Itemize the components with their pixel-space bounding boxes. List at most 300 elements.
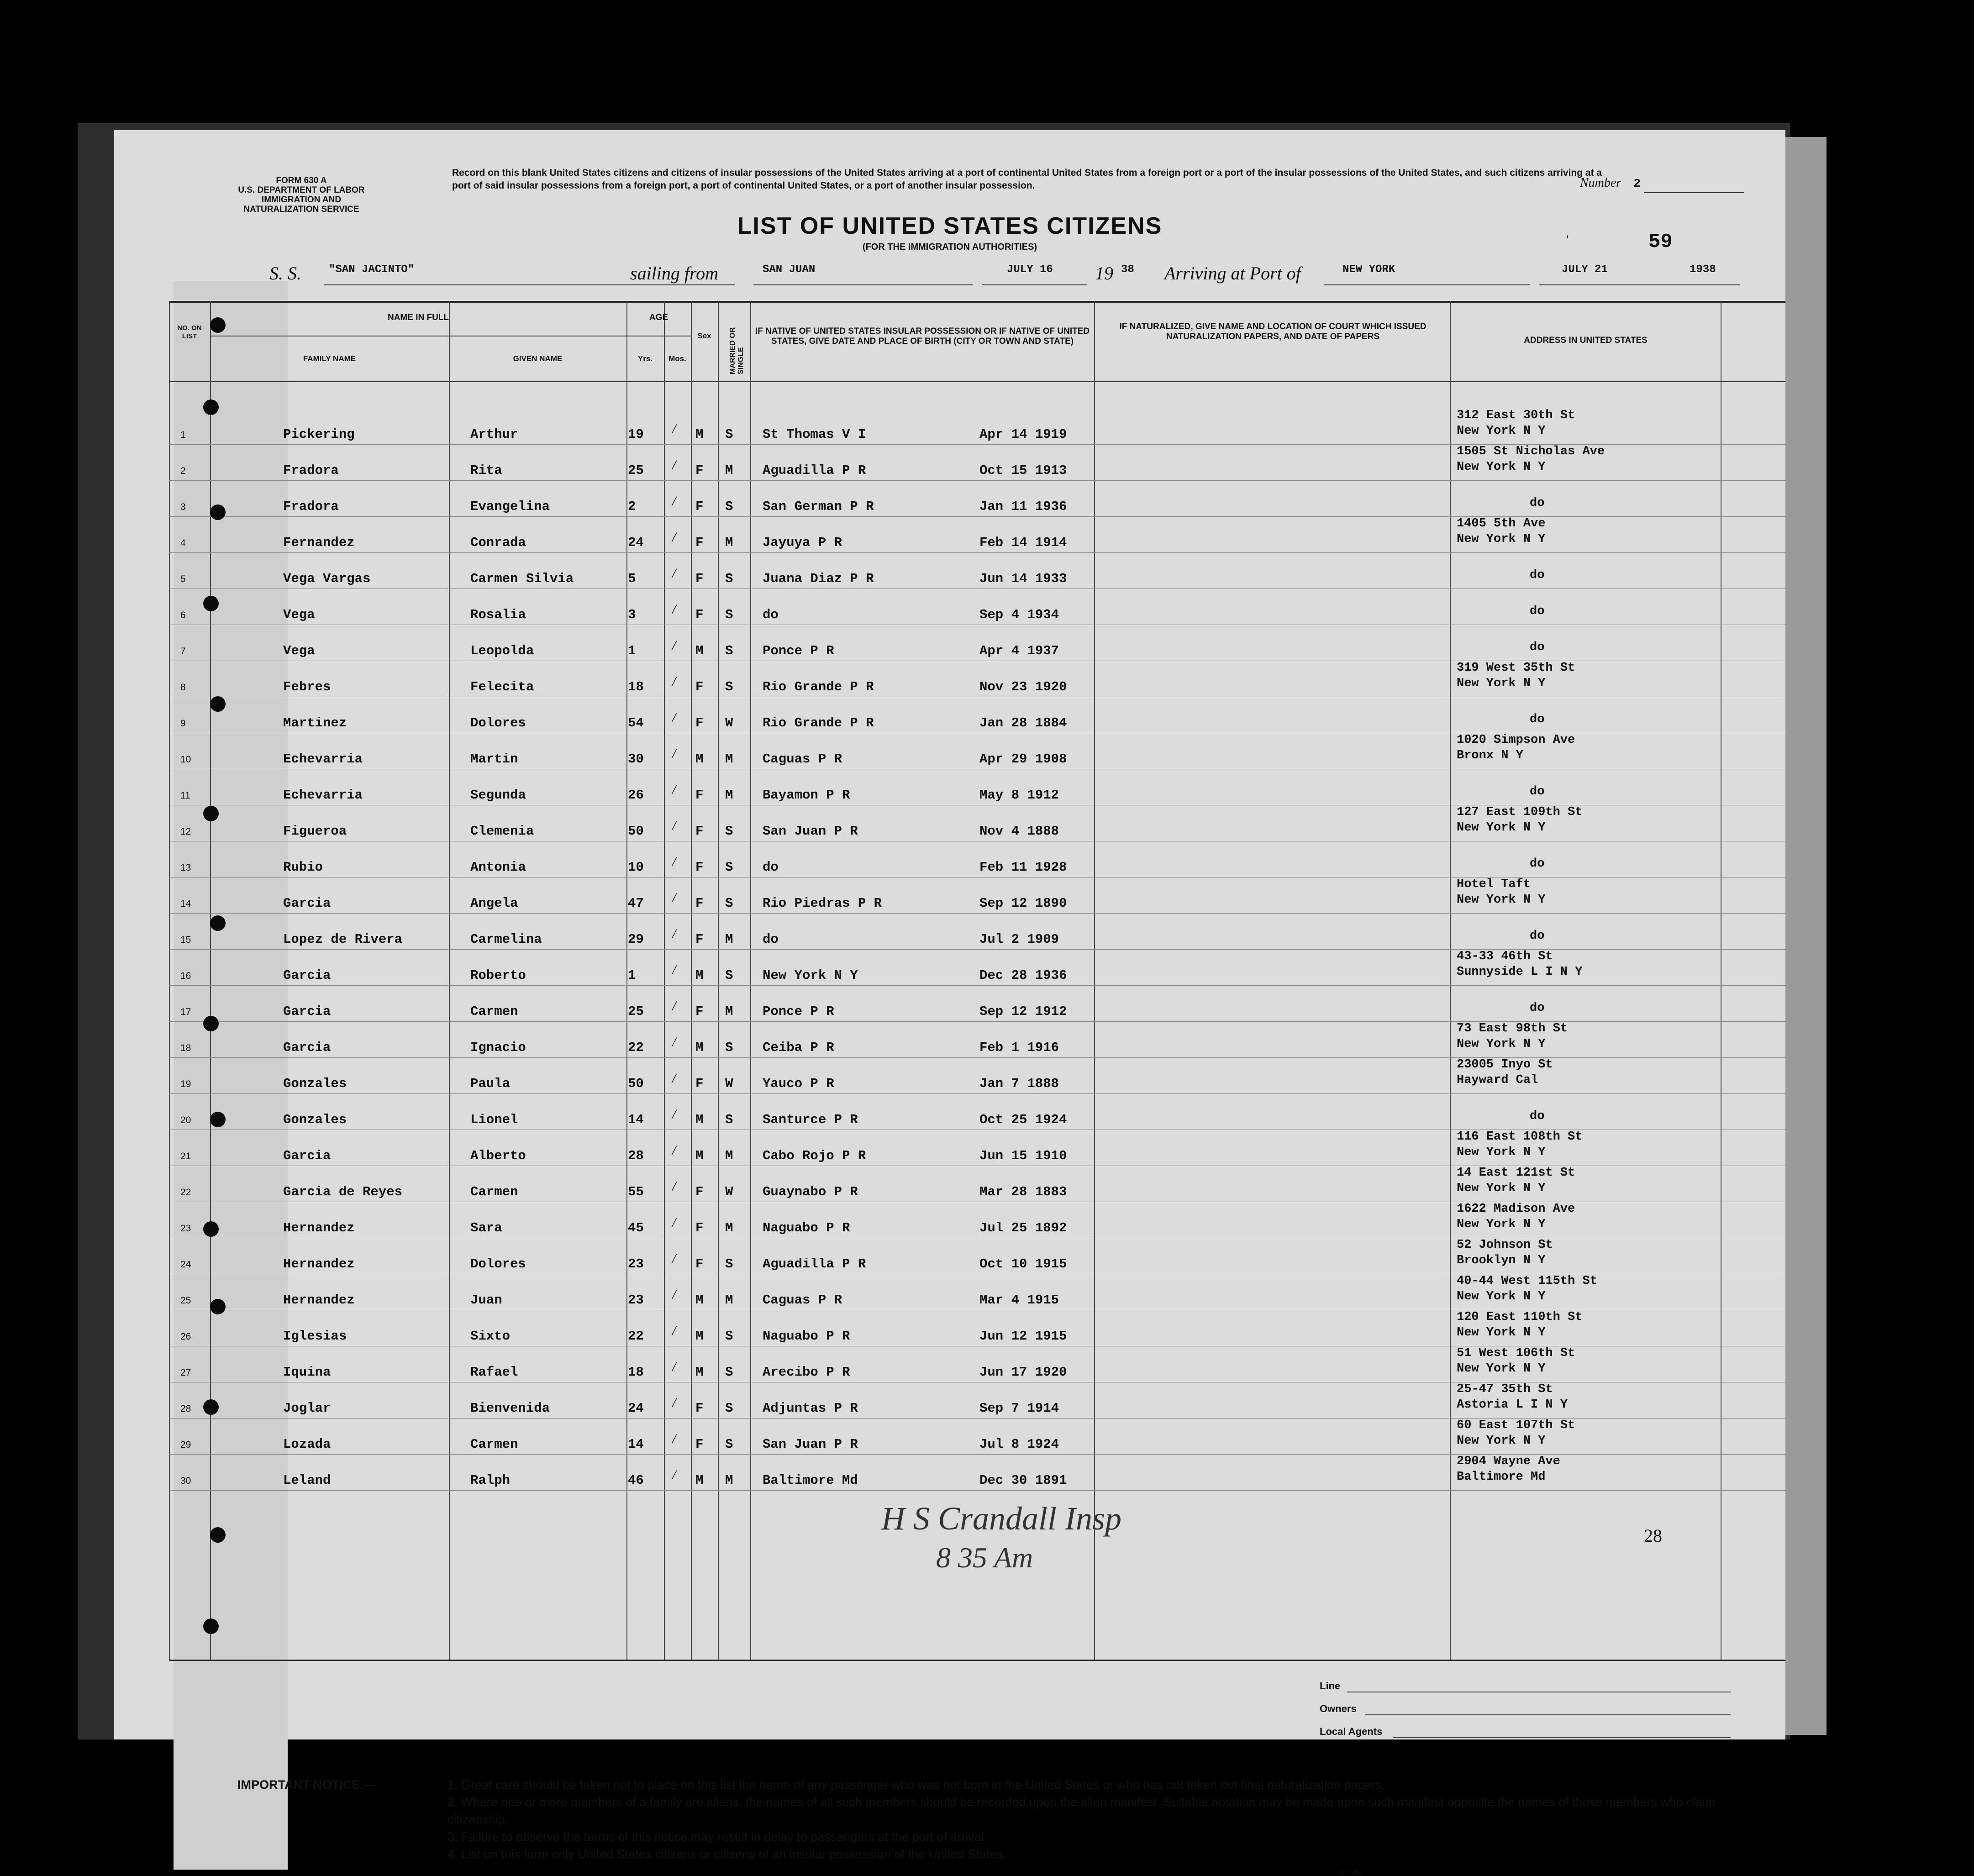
marital-status: M [725, 932, 733, 947]
given-name: Bienvenida [470, 1401, 550, 1416]
age-years: 18 [628, 679, 644, 694]
address-line-1: 319 West 35th St [1457, 661, 1575, 675]
sex: M [695, 1473, 704, 1488]
address-line-2: do [1530, 1109, 1545, 1123]
given-name: Juan [470, 1293, 502, 1308]
arrival-year: 1938 [1690, 263, 1716, 276]
sex: F [695, 896, 704, 911]
marital-status: M [725, 463, 733, 478]
row-number: 17 [180, 1007, 191, 1017]
family-name: Iquina [283, 1365, 331, 1380]
sex: M [695, 1040, 704, 1055]
row-number: 27 [180, 1367, 191, 1378]
birth-place: Aguadilla P R [763, 463, 866, 478]
ship-name: "SAN JACINTO" [329, 263, 415, 276]
age-years: 23 [628, 1256, 644, 1272]
address-line-1: 52 Johnson St [1457, 1238, 1553, 1252]
row-rule [169, 1490, 1785, 1491]
given-name: Lionel [470, 1112, 518, 1127]
sex: F [695, 932, 704, 947]
check-mark: / [672, 782, 676, 797]
binder-hole [210, 1112, 226, 1127]
ss-label: S. S. [269, 263, 301, 284]
address-line-1: 2904 Wayne Ave [1457, 1455, 1560, 1468]
birth-date: Dec 30 1891 [979, 1473, 1067, 1488]
family-name: Garcia [283, 1148, 331, 1163]
sex: M [695, 1365, 704, 1380]
binder-hole [210, 1527, 226, 1543]
birth-place: Ceiba P R [763, 1040, 834, 1055]
notice-item-4: 4. List on this form only United States citizens or citizens of an insular possession of the United States. [447, 1847, 1006, 1861]
marital-status: S [725, 1437, 733, 1452]
row-number: 19 [180, 1079, 191, 1089]
sex: F [695, 860, 704, 875]
header-given-name: GIVEN NAME [513, 354, 563, 363]
row-number: 1 [180, 430, 186, 440]
check-mark: / [672, 674, 676, 689]
sex: M [695, 643, 704, 658]
row-number: 21 [180, 1151, 191, 1161]
address-line-2: do [1530, 713, 1545, 726]
check-mark: / [672, 1359, 676, 1374]
header-yrs: Yrs. [637, 354, 653, 363]
page-subtitle: (FOR THE IMMIGRATION AUTHORITIES) [862, 242, 1037, 252]
birth-place: Adjuntas P R [763, 1401, 858, 1416]
manifest-page [114, 130, 1785, 1876]
address-line-2: do [1530, 568, 1545, 582]
binder-hole [203, 1619, 219, 1634]
marital-status: S [725, 1401, 733, 1416]
family-name: Gonzales [283, 1076, 347, 1091]
row-number: 3 [180, 502, 186, 512]
check-mark: / [672, 1179, 676, 1194]
passenger-count: 28 [1644, 1525, 1662, 1546]
service-line-2: NATURALIZATION SERVICE [243, 205, 359, 214]
form-identifier [215, 176, 388, 214]
birth-date: Nov 23 1920 [979, 679, 1067, 694]
family-name: Febres [283, 679, 331, 694]
binder-hole [203, 1221, 219, 1237]
age-years: 46 [628, 1473, 644, 1488]
birth-place: Arecibo P R [763, 1365, 850, 1380]
stray-mark: ' [1566, 233, 1569, 248]
address-line-2: do [1530, 604, 1545, 618]
check-mark: / [672, 926, 676, 941]
binding-margin [174, 281, 288, 1870]
sex: M [695, 427, 704, 442]
birth-date: Jul 8 1924 [979, 1437, 1059, 1452]
sex: F [695, 788, 704, 803]
address-line-2: do [1530, 929, 1545, 943]
address-line-1: 120 East 110th St [1457, 1310, 1583, 1324]
sex: F [695, 1437, 704, 1452]
birth-date: Dec 28 1936 [979, 968, 1067, 983]
age-years: 24 [628, 535, 644, 550]
row-rule [169, 913, 1785, 914]
birth-date: Oct 15 1913 [979, 463, 1067, 478]
address-line-2: New York N Y [1457, 1326, 1546, 1340]
address-line-2: do [1530, 1001, 1545, 1015]
given-name: Sixto [470, 1329, 511, 1344]
age-years: 10 [628, 860, 644, 875]
family-name: Vega Vargas [283, 571, 371, 586]
sex: F [695, 499, 704, 514]
marital-status: S [725, 499, 733, 514]
age-years: 29 [628, 932, 644, 947]
age-years: 14 [628, 1112, 644, 1127]
address-line-1: 25-47 35th St [1457, 1382, 1553, 1396]
row-rule [169, 552, 1785, 553]
address-line-1: 14 East 121st St [1457, 1166, 1575, 1180]
age-years: 22 [628, 1329, 644, 1344]
birth-date: Feb 14 1914 [979, 535, 1067, 550]
check-mark: / [672, 854, 676, 869]
family-name: Figueroa [283, 824, 347, 839]
row-number: 28 [180, 1403, 191, 1414]
marital-status: S [725, 571, 733, 586]
address-line-1: 127 East 109th St [1457, 805, 1583, 819]
given-name: Carmen Silvia [470, 571, 574, 586]
sex: M [695, 751, 704, 767]
birth-date: Jul 25 1892 [979, 1220, 1067, 1235]
header-married-single: MARRIED OR SINGLE [729, 327, 745, 374]
given-name: Ralph [470, 1473, 511, 1488]
birth-date: Sep 4 1934 [979, 607, 1059, 622]
check-mark: / [672, 1323, 676, 1338]
address-line-2: do [1530, 496, 1545, 510]
given-name: Segunda [470, 788, 526, 803]
row-rule [169, 480, 1785, 481]
birth-place: San Juan P R [763, 824, 858, 839]
birth-place: Ponce P R [763, 1004, 834, 1019]
check-mark: / [672, 421, 676, 436]
address-line-1: 116 East 108th St [1457, 1130, 1583, 1144]
given-name: Rita [470, 463, 502, 478]
age-years: 14 [628, 1437, 644, 1452]
list-number [1580, 176, 1808, 190]
row-number: 15 [180, 935, 191, 945]
family-name: Vega [283, 643, 315, 658]
row-number: 16 [180, 971, 191, 981]
department: U.S. DEPARTMENT OF LABOR [238, 185, 365, 195]
address-line-1: 1622 Madison Ave [1457, 1202, 1575, 1216]
birth-date: Sep 7 1914 [979, 1401, 1059, 1416]
header-age: AGE [649, 313, 669, 322]
age-years: 26 [628, 788, 644, 803]
given-name: Ignacio [470, 1040, 526, 1055]
row-number: 9 [180, 718, 186, 729]
binder-hole [203, 399, 219, 415]
row-number: 30 [180, 1476, 191, 1486]
sex: M [695, 1112, 704, 1127]
birth-place: Ponce P R [763, 643, 834, 658]
birth-place: Guaynabo P R [763, 1184, 858, 1199]
check-mark: / [672, 746, 676, 761]
family-name: Hernandez [283, 1256, 355, 1272]
address-line-2: do [1530, 785, 1545, 799]
row-number: 7 [180, 646, 186, 657]
marital-status: S [725, 607, 733, 622]
address-line-2: New York N Y [1457, 1182, 1546, 1195]
notice-item-3: 3. Failure to observe the terms of this notice may result in delay to passengers at the port of arrival. [447, 1830, 988, 1844]
family-name: Fradora [283, 499, 339, 514]
header-family-name: FAMILY NAME [303, 354, 356, 363]
marital-status: S [725, 427, 733, 442]
age-years: 22 [628, 1040, 644, 1055]
family-name: Garcia de Reyes [283, 1184, 403, 1199]
marital-status: S [725, 1365, 733, 1380]
birth-date: Nov 4 1888 [979, 824, 1059, 839]
given-name: Dolores [470, 1256, 526, 1272]
given-name: Alberto [470, 1148, 526, 1163]
given-name: Conrada [470, 535, 526, 550]
family-name: Gonzales [283, 1112, 347, 1127]
age-years: 19 [628, 427, 644, 442]
address-line-2: New York N Y [1457, 1434, 1546, 1448]
depart-year: 38 [1121, 263, 1134, 276]
family-name: Lopez de Rivera [283, 932, 403, 947]
important-notice [237, 1776, 1744, 1863]
marital-status: M [725, 1004, 733, 1019]
arriving-label: Arriving at Port of [1164, 263, 1301, 284]
sheet-number: 59 [1648, 231, 1673, 253]
birth-date: Apr 4 1937 [979, 643, 1059, 658]
sex: F [695, 1076, 704, 1091]
notice-item-2: 2. Where one or more members of a family are aliens, the names of all such members should be recorded upon the alien manifest. Suitable notation may be made upon such manifest opposite the names of those members who claim citizenship. [447, 1795, 1716, 1826]
marital-status: S [725, 824, 733, 839]
binder-hole [210, 696, 226, 712]
sex: F [695, 1401, 704, 1416]
family-name: Martinez [283, 715, 347, 730]
birth-place: St Thomas V I [763, 427, 866, 442]
check-mark: / [672, 710, 676, 725]
sex: M [695, 1293, 704, 1308]
inspector-signature: H S Crandall Insp [881, 1500, 1122, 1537]
check-mark: / [672, 1395, 676, 1410]
sex: F [695, 463, 704, 478]
inspection-time: 8 35 Am [936, 1541, 1033, 1574]
check-mark: / [672, 530, 676, 545]
check-mark: / [672, 1251, 676, 1266]
birth-date: Mar 28 1883 [979, 1184, 1067, 1199]
address-line-1: 1505 St Nicholas Ave [1457, 445, 1605, 458]
given-name: Paula [470, 1076, 511, 1091]
birth-place: Santurce P R [763, 1112, 858, 1127]
birth-date: Sep 12 1912 [979, 1004, 1067, 1019]
address-line-2: Astoria L I N Y [1457, 1398, 1568, 1412]
address-line-2: New York N Y [1457, 893, 1546, 907]
address-line-2: Hayward Cal [1457, 1073, 1538, 1087]
sex: F [695, 1184, 704, 1199]
birth-date: Jan 11 1936 [979, 499, 1067, 514]
family-name: Vega [283, 607, 315, 622]
header-address: ADDRESS IN UNITED STATES [1524, 336, 1648, 345]
check-mark: / [672, 890, 676, 905]
birth-date: Sep 12 1890 [979, 896, 1067, 911]
birth-place: Yauco P R [763, 1076, 834, 1091]
row-number: 8 [180, 682, 186, 693]
address-line-1: 40-44 West 115th St [1457, 1274, 1597, 1288]
given-name: Leopolda [470, 643, 534, 658]
row-number: 11 [180, 790, 190, 801]
age-years: 3 [628, 607, 636, 622]
age-years: 50 [628, 824, 644, 839]
age-years: 45 [628, 1220, 644, 1235]
family-name: Joglar [283, 1401, 331, 1416]
address-line-1: 51 West 106th St [1457, 1346, 1575, 1360]
birth-date: Jun 15 1910 [979, 1148, 1067, 1163]
birth-place: Cabo Rojo P R [763, 1148, 866, 1163]
row-number: 26 [180, 1331, 191, 1342]
binder-hole [203, 1016, 219, 1031]
row-number: 23 [180, 1223, 191, 1234]
sex: F [695, 535, 704, 550]
marital-status: M [725, 535, 733, 550]
birth-date: Apr 29 1908 [979, 751, 1067, 767]
family-name: Iglesias [283, 1329, 347, 1344]
marital-status: S [725, 860, 733, 875]
print-code: 14—954 [1338, 1869, 1362, 1876]
row-number: 2 [180, 466, 186, 476]
row-number: 29 [180, 1440, 191, 1450]
birth-place: Caguas P R [763, 1293, 842, 1308]
check-mark: / [672, 962, 676, 977]
birth-place: Baltimore Md [763, 1473, 858, 1488]
row-rule [169, 985, 1785, 986]
address-line-2: do [1530, 857, 1545, 871]
marital-status: S [725, 1040, 733, 1055]
check-mark: / [672, 1287, 676, 1302]
address-line-1: 60 East 107th St [1457, 1419, 1575, 1432]
binder-hole [210, 1299, 226, 1314]
row-number: 13 [180, 862, 191, 873]
birth-place: Rio Grande P R [763, 679, 874, 694]
birth-place: San Juan P R [763, 1437, 858, 1452]
check-mark: / [672, 457, 676, 473]
marital-status: M [725, 1220, 733, 1235]
address-line-2: Brooklyn N Y [1457, 1254, 1546, 1267]
row-number: 18 [180, 1043, 191, 1053]
sex: F [695, 1220, 704, 1235]
birth-date: Jul 2 1909 [979, 932, 1059, 947]
check-mark: / [672, 818, 676, 833]
address-line-2: New York N Y [1457, 1037, 1546, 1051]
birth-date: Apr 14 1919 [979, 427, 1067, 442]
header-sex: Sex [697, 331, 711, 340]
header-birth: IF NATIVE OF UNITED STATES INSULAR POSSESSION OR IF NATIVE OF UNITED STATES, GIVE DATE AND PLACE OF BIRTH (CITY OR TOWN AND STATE) [755, 326, 1090, 346]
address-line-2: Sunnyside L I N Y [1457, 965, 1583, 979]
line-label: Line [1320, 1680, 1341, 1692]
number-value: 2 [1633, 177, 1641, 190]
birth-date: Jun 17 1920 [979, 1365, 1067, 1380]
age-years: 23 [628, 1293, 644, 1308]
given-name: Carmen [470, 1437, 518, 1452]
row-number: 4 [180, 538, 186, 548]
birth-place: Caguas P R [763, 751, 842, 767]
marital-status: W [725, 715, 733, 730]
given-name: Carmen [470, 1184, 518, 1199]
row-number: 20 [180, 1115, 191, 1125]
marital-status: W [725, 1076, 733, 1091]
family-name: Pickering [283, 427, 355, 442]
birth-date: Oct 10 1915 [979, 1256, 1067, 1272]
sex: F [695, 571, 704, 586]
age-years: 55 [628, 1184, 644, 1199]
row-number: 25 [180, 1295, 191, 1306]
given-name: Martin [470, 751, 518, 767]
page-title: LIST OF UNITED STATES CITIZENS [737, 213, 1163, 239]
birth-date: Mar 4 1915 [979, 1293, 1059, 1308]
check-mark: / [672, 638, 676, 653]
marital-status: S [725, 679, 733, 694]
address-line-1: 73 East 98th St [1457, 1022, 1568, 1035]
family-name: Hernandez [283, 1293, 355, 1308]
sex: F [695, 715, 704, 730]
sailing-label: sailing from [630, 263, 718, 284]
arrival-date: JULY 21 [1562, 263, 1608, 276]
birth-place: Jayuya P R [763, 535, 842, 550]
age-years: 1 [628, 643, 636, 658]
marital-status: S [725, 1329, 733, 1344]
row-number: 22 [180, 1187, 191, 1198]
family-name: Garcia [283, 1040, 331, 1055]
address-line-2: New York N Y [1457, 1362, 1546, 1376]
age-years: 28 [628, 1148, 644, 1163]
check-mark: / [672, 998, 676, 1014]
given-name: Antonia [470, 860, 526, 875]
age-years: 5 [628, 571, 636, 586]
binder-hole [203, 596, 219, 611]
address-line-1: 312 East 30th St [1457, 409, 1575, 422]
marital-status: S [725, 896, 733, 911]
address-line-2: New York N Y [1457, 460, 1546, 474]
family-name: Garcia [283, 968, 331, 983]
family-name: Garcia [283, 1004, 331, 1019]
check-mark: / [672, 494, 676, 509]
row-number: 6 [180, 610, 186, 620]
sex: F [695, 679, 704, 694]
row-rule [169, 1093, 1785, 1094]
header-name-in-full: NAME IN FULL [387, 313, 449, 322]
check-mark: / [672, 602, 676, 617]
family-name: Garcia [283, 896, 331, 911]
given-name: Dolores [470, 715, 526, 730]
header-naturalized: IF NATURALIZED, GIVE NAME AND LOCATION OF COURT WHICH ISSUED NATURALIZATION PAPERS, AND DATE OF PAPERS [1119, 322, 1427, 342]
check-mark: / [672, 1467, 676, 1482]
birth-date: Feb 11 1928 [979, 860, 1067, 875]
from-port: SAN JUAN [763, 263, 816, 276]
family-name: Rubio [283, 860, 323, 875]
family-name: Fradora [283, 463, 339, 478]
birth-place: do [763, 932, 779, 947]
address-line-1: Hotel Taft [1457, 878, 1531, 891]
family-name: Echevarria [283, 788, 363, 803]
address-line-2: do [1530, 641, 1545, 654]
form-number: FORM 630 A [276, 176, 327, 185]
age-years: 25 [628, 1004, 644, 1019]
family-name: Hernandez [283, 1220, 355, 1235]
row-number: 5 [180, 574, 186, 584]
address-line-2: New York N Y [1457, 1218, 1546, 1231]
given-name: Carmen [470, 1004, 518, 1019]
check-mark: / [672, 1431, 676, 1446]
address-line-2: New York N Y [1457, 821, 1546, 835]
address-line-1: 1020 Simpson Ave [1457, 733, 1575, 747]
marital-status: M [725, 1148, 733, 1163]
depart-year-prefix: 19 [1095, 263, 1113, 284]
address-line-2: New York N Y [1457, 677, 1546, 690]
birth-place: Rio Grande P R [763, 715, 874, 730]
